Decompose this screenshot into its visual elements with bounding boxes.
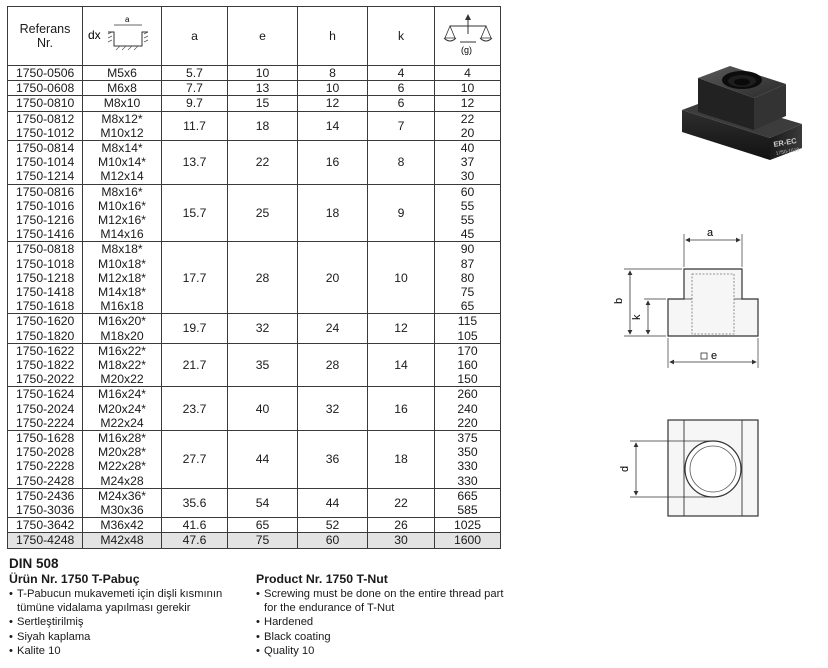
table-row — [8, 387, 501, 431]
table-row — [8, 96, 501, 111]
cell-e: 25 — [228, 184, 298, 242]
header-k: k — [368, 7, 435, 66]
cell-h: 28 — [298, 343, 368, 387]
top-view-drawing — [600, 412, 780, 532]
cell-weight — [435, 533, 501, 548]
cell-weight-value: 585 — [457, 502, 478, 517]
cell-weight-value: 115 — [457, 314, 478, 329]
cell-h: 18 — [298, 184, 368, 242]
list-item — [256, 587, 503, 615]
list-item-text: • Hardened — [264, 616, 314, 629]
cell-weight — [435, 96, 501, 111]
cell-k: 8 — [368, 141, 435, 185]
cell-weight-value: 160 — [457, 357, 478, 372]
cell-ref — [8, 430, 83, 488]
cell-ref-value: 1750-1624 — [16, 387, 75, 402]
cell-ref-value: 1750-0608 — [16, 81, 75, 96]
header-a: a — [162, 7, 228, 66]
t-nut-photo — [678, 52, 814, 182]
cell-k: 30 — [368, 533, 435, 548]
cell-size — [83, 111, 162, 140]
cell-a: 47.6 — [162, 533, 228, 548]
cell-weight-value: 1025 — [453, 518, 482, 533]
cell-weight-value: 10 — [460, 81, 475, 96]
cell-e: 28 — [228, 242, 298, 314]
cell-h: 10 — [298, 81, 368, 96]
cell-a: 27.7 — [162, 430, 228, 488]
cell-weight-value: 65 — [460, 299, 475, 314]
cell-e: 18 — [228, 111, 298, 140]
list-item-text: • T-Pabucun mukavemeti için dişli kısmının — [17, 588, 223, 600]
header-ref-line2: Nr. — [37, 36, 53, 50]
cell-size-value: M8x18* — [101, 242, 143, 257]
cell-a: 9.7 — [162, 96, 228, 111]
cell-e: 32 — [228, 314, 298, 343]
list-item — [256, 644, 503, 658]
cell-ref-value: 1750-1014 — [16, 155, 75, 170]
cell-e: 35 — [228, 343, 298, 387]
brand-engraving: ER-EC — [772, 136, 798, 149]
dim-label-k: k — [631, 314, 643, 320]
cell-k: 10 — [368, 242, 435, 314]
cell-k: 7 — [368, 111, 435, 140]
cell-ref — [8, 141, 83, 185]
cell-e: 22 — [228, 141, 298, 185]
cell-k: 4 — [368, 66, 435, 81]
table-row — [8, 141, 501, 185]
list-item — [9, 644, 222, 658]
cell-a: 23.7 — [162, 387, 228, 431]
dim-label-b: b — [613, 297, 625, 304]
cell-size-value: M18x22* — [97, 357, 147, 372]
cell-size-value: M16x24* — [97, 387, 147, 402]
list-item-text: • Siyah kaplama — [17, 630, 91, 643]
cell-ref-value: 1750-1618 — [16, 299, 75, 314]
cell-h: 8 — [298, 66, 368, 81]
cell-weight-value: 75 — [460, 284, 475, 299]
header-dx-label: dx — [88, 28, 101, 43]
cell-size — [83, 314, 162, 343]
cell-size-value: M30x36 — [100, 502, 144, 517]
list-item — [256, 615, 503, 629]
cell-ref-value: 1750-2228 — [16, 459, 75, 474]
cell-ref — [8, 184, 83, 242]
cell-weight-value: 80 — [460, 270, 475, 285]
cell-size-value: M22x24 — [100, 415, 144, 430]
cell-weight-value: 105 — [457, 328, 478, 343]
cell-size-value: M24x28 — [100, 473, 144, 488]
cell-a: 41.6 — [162, 518, 228, 533]
list-item-text: • Kalite 10 — [17, 644, 61, 657]
cell-k: 9 — [368, 184, 435, 242]
cell-weight — [435, 488, 501, 517]
cell-ref — [8, 314, 83, 343]
cell-size-value: M14x18* — [97, 284, 147, 299]
cell-ref — [8, 387, 83, 431]
cell-size — [83, 66, 162, 81]
cell-ref — [8, 242, 83, 314]
cell-ref-value: 1750-0812 — [16, 111, 75, 126]
cell-size-value: M16x28* — [97, 430, 147, 445]
cell-ref-value: 1750-2022 — [16, 372, 75, 387]
cell-h: 44 — [298, 488, 368, 517]
cell-e: 75 — [228, 533, 298, 548]
cell-e: 65 — [228, 518, 298, 533]
cell-weight-value: 150 — [457, 372, 478, 387]
cell-weight-value: 350 — [457, 445, 478, 460]
table-row — [8, 518, 501, 533]
cell-weight-value: 330 — [457, 473, 478, 488]
part-engraving: 1750-1618 — [775, 146, 800, 157]
cell-e: 54 — [228, 488, 298, 517]
list-item — [9, 587, 222, 615]
cell-e: 44 — [228, 430, 298, 488]
cell-a: 15.7 — [162, 184, 228, 242]
cell-weight-value: 87 — [460, 256, 475, 271]
cell-weight-value: 55 — [460, 198, 475, 213]
cell-ref-value: 1750-2428 — [16, 473, 75, 488]
cell-k: 6 — [368, 96, 435, 111]
cell-ref-value: 1750-1016 — [16, 198, 75, 213]
cell-weight-value: 12 — [460, 96, 475, 111]
cell-weight — [435, 81, 501, 96]
list-item-text: • Sertleştirilmiş — [17, 616, 84, 629]
header-dx-sublabel: a — [125, 15, 130, 25]
cell-weight-value: 40 — [460, 141, 475, 156]
cell-size-value: M16x20* — [97, 314, 147, 329]
cell-a: 7.7 — [162, 81, 228, 96]
cell-ref — [8, 96, 83, 111]
cell-k: 14 — [368, 343, 435, 387]
list-item-text: • Screwing must be done on the entire thread part — [264, 588, 504, 600]
list-item-text: • Black coating — [264, 630, 331, 643]
cell-ref — [8, 343, 83, 387]
cell-ref-value: 1750-0816 — [16, 184, 75, 199]
cell-weight — [435, 66, 501, 81]
cell-ref-value: 1750-0506 — [16, 66, 75, 80]
header-dx — [83, 7, 162, 66]
cell-ref-value: 1750-4248 — [16, 533, 75, 548]
table-row — [8, 533, 501, 548]
cell-size-value: M42x48 — [100, 533, 144, 548]
cell-size-value: M8x12* — [101, 111, 143, 126]
cell-size-value: M10x18* — [97, 256, 147, 271]
table-header-row — [8, 7, 501, 66]
cell-a: 19.7 — [162, 314, 228, 343]
cell-ref-value: 1750-1218 — [16, 270, 75, 285]
en-feature-list — [256, 587, 503, 658]
cell-weight-value: 60 — [460, 184, 475, 199]
dim-label-a: a — [707, 227, 714, 239]
cell-size — [83, 242, 162, 314]
cell-weight — [435, 314, 501, 343]
cell-weight-value: 330 — [457, 459, 478, 474]
notes-turkish — [9, 556, 222, 658]
cell-ref-value: 1750-3642 — [16, 518, 75, 533]
cell-size-value: M16x22* — [97, 343, 147, 358]
list-item — [256, 630, 503, 644]
table-row — [8, 184, 501, 242]
cell-ref-value: 1750-1622 — [16, 343, 75, 358]
cell-size-value: M20x28* — [97, 445, 147, 460]
list-item-text: for the endurance of T-Nut — [264, 602, 395, 615]
tr-product-title: Ürün Nr. 1750 T-Pabuç — [9, 572, 140, 586]
cell-size — [83, 518, 162, 533]
cell-k: 12 — [368, 314, 435, 343]
header-e: e — [228, 7, 298, 66]
cell-weight — [435, 242, 501, 314]
cell-weight-value: 4 — [464, 66, 471, 80]
cell-size — [83, 387, 162, 431]
cell-ref-value: 1750-2224 — [16, 415, 75, 430]
cell-e: 10 — [228, 66, 298, 81]
cell-weight-value: 30 — [460, 169, 475, 184]
cell-ref-value: 1750-0818 — [16, 242, 75, 257]
cell-weight-value: 20 — [460, 125, 475, 140]
table-body — [8, 66, 501, 549]
cell-a: 13.7 — [162, 141, 228, 185]
cell-a: 35.6 — [162, 488, 228, 517]
cell-ref-value: 1750-2436 — [16, 488, 75, 503]
cell-size — [83, 184, 162, 242]
cell-ref-value: 1750-1418 — [16, 284, 75, 299]
cell-size — [83, 430, 162, 488]
spec-table — [7, 6, 501, 549]
notes-english — [256, 572, 503, 658]
cell-size — [83, 343, 162, 387]
cell-ref-value: 1750-2028 — [16, 445, 75, 460]
cell-a: 21.7 — [162, 343, 228, 387]
cell-h: 60 — [298, 533, 368, 548]
cell-size-value: M10x12 — [100, 125, 144, 140]
cell-weight — [435, 518, 501, 533]
cell-weight — [435, 343, 501, 387]
cell-size-value: M10x14* — [97, 155, 147, 170]
cell-ref-value: 1750-1822 — [16, 357, 75, 372]
cell-ref — [8, 518, 83, 533]
cell-size-value: M8x16* — [101, 184, 143, 199]
cell-ref — [8, 111, 83, 140]
cell-h: 14 — [298, 111, 368, 140]
cell-weight-value: 1600 — [453, 533, 482, 548]
cell-h: 52 — [298, 518, 368, 533]
cell-a: 5.7 — [162, 66, 228, 81]
cell-ref-value: 1750-1416 — [16, 227, 75, 242]
cell-ref-value: 1750-1628 — [16, 430, 75, 445]
cell-weight-value: 220 — [457, 415, 478, 430]
cell-weight-value: 170 — [457, 343, 478, 358]
cell-h: 16 — [298, 141, 368, 185]
cell-k: 22 — [368, 488, 435, 517]
cell-size-value: M5x6 — [107, 66, 137, 80]
cell-k: 16 — [368, 387, 435, 431]
header-weight — [435, 7, 501, 66]
list-item — [9, 615, 222, 629]
table-row — [8, 430, 501, 488]
cell-ref-value: 1750-1620 — [16, 314, 75, 329]
list-item-text: tümüne vidalama yapılması gerekir — [17, 602, 191, 615]
cell-size-value: M14x16 — [100, 227, 144, 242]
tr-feature-list — [9, 587, 222, 658]
cell-h: 24 — [298, 314, 368, 343]
cell-weight-value: 37 — [460, 155, 475, 170]
cell-size-value: M12x18* — [97, 270, 147, 285]
cell-size-value: M8x14* — [101, 141, 143, 156]
cell-h: 12 — [298, 96, 368, 111]
cell-ref-value: 1750-1012 — [16, 125, 75, 140]
cell-size-value: M22x28* — [97, 459, 147, 474]
cell-ref-value: 1750-3036 — [16, 502, 75, 517]
table-row — [8, 488, 501, 517]
front-view-drawing — [600, 222, 780, 372]
cell-h: 36 — [298, 430, 368, 488]
scale-icon — [440, 12, 496, 56]
cell-ref — [8, 81, 83, 96]
cell-a: 17.7 — [162, 242, 228, 314]
cell-size — [83, 96, 162, 111]
cell-ref — [8, 533, 83, 548]
header-h: h — [298, 7, 368, 66]
cell-weight-value: 90 — [460, 242, 475, 257]
cell-size-value: M24x36* — [97, 488, 147, 503]
header-ref-line1: Referans — [19, 21, 71, 36]
cell-ref-value: 1750-0814 — [16, 141, 75, 156]
cell-size-value: M10x16* — [97, 198, 147, 213]
cell-size-value: M16x18 — [100, 299, 144, 314]
cell-weight-value: 240 — [457, 401, 478, 416]
cell-weight — [435, 141, 501, 185]
table-row — [8, 66, 501, 81]
cell-weight-value: 22 — [460, 111, 475, 126]
cell-weight-value: 375 — [457, 430, 478, 445]
cell-size-value: M6x8 — [107, 81, 137, 96]
cell-k: 18 — [368, 430, 435, 488]
cell-e: 40 — [228, 387, 298, 431]
cell-weight — [435, 387, 501, 431]
cell-weight-value: 260 — [457, 387, 478, 402]
cell-size-value: M8x10 — [103, 96, 141, 111]
cell-ref-value: 1750-0810 — [16, 96, 75, 111]
cell-size-value: M20x24* — [97, 401, 147, 416]
cell-ref — [8, 66, 83, 81]
cell-ref-value: 1750-1216 — [16, 212, 75, 227]
cell-weight-value: 665 — [457, 488, 478, 503]
cell-ref — [8, 488, 83, 517]
cell-ref-value: 1750-2024 — [16, 401, 75, 416]
en-product-title: Product Nr. 1750 T-Nut — [256, 572, 388, 586]
cell-e: 13 — [228, 81, 298, 96]
cell-size — [83, 488, 162, 517]
cell-size — [83, 141, 162, 185]
cell-a: 11.7 — [162, 111, 228, 140]
table-row — [8, 81, 501, 96]
table-row — [8, 314, 501, 343]
standard-label: DIN 508 — [9, 556, 59, 571]
cell-weight-value: 45 — [460, 227, 475, 242]
list-item — [9, 630, 222, 644]
cell-weight — [435, 111, 501, 140]
cell-weight — [435, 430, 501, 488]
cell-ref-value: 1750-1820 — [16, 328, 75, 343]
slot-profile-icon — [86, 14, 158, 54]
cell-ref-value: 1750-1214 — [16, 169, 75, 184]
table-row — [8, 242, 501, 314]
cell-k: 6 — [368, 81, 435, 96]
dim-label-e: e — [711, 350, 718, 362]
cell-size-value: M12x14 — [100, 169, 144, 184]
cell-size-value: M18x20 — [100, 328, 144, 343]
cell-h: 32 — [298, 387, 368, 431]
cell-k: 26 — [368, 518, 435, 533]
cell-e: 15 — [228, 96, 298, 111]
weight-unit-label: (g) — [460, 45, 472, 56]
cell-weight-value: 55 — [460, 212, 475, 227]
cell-size-value: M20x22 — [100, 372, 144, 387]
cell-size-value: M36x42 — [100, 518, 144, 533]
cell-size — [83, 533, 162, 548]
cell-size-value: M12x16* — [97, 212, 147, 227]
table-row — [8, 343, 501, 387]
cell-weight — [435, 184, 501, 242]
list-item-text: • Quality 10 — [264, 644, 315, 657]
cell-ref-value: 1750-1018 — [16, 256, 75, 271]
cell-size — [83, 81, 162, 96]
cell-h: 20 — [298, 242, 368, 314]
table-row — [8, 111, 501, 140]
dim-label-d: d — [619, 465, 631, 472]
header-ref — [8, 7, 83, 66]
